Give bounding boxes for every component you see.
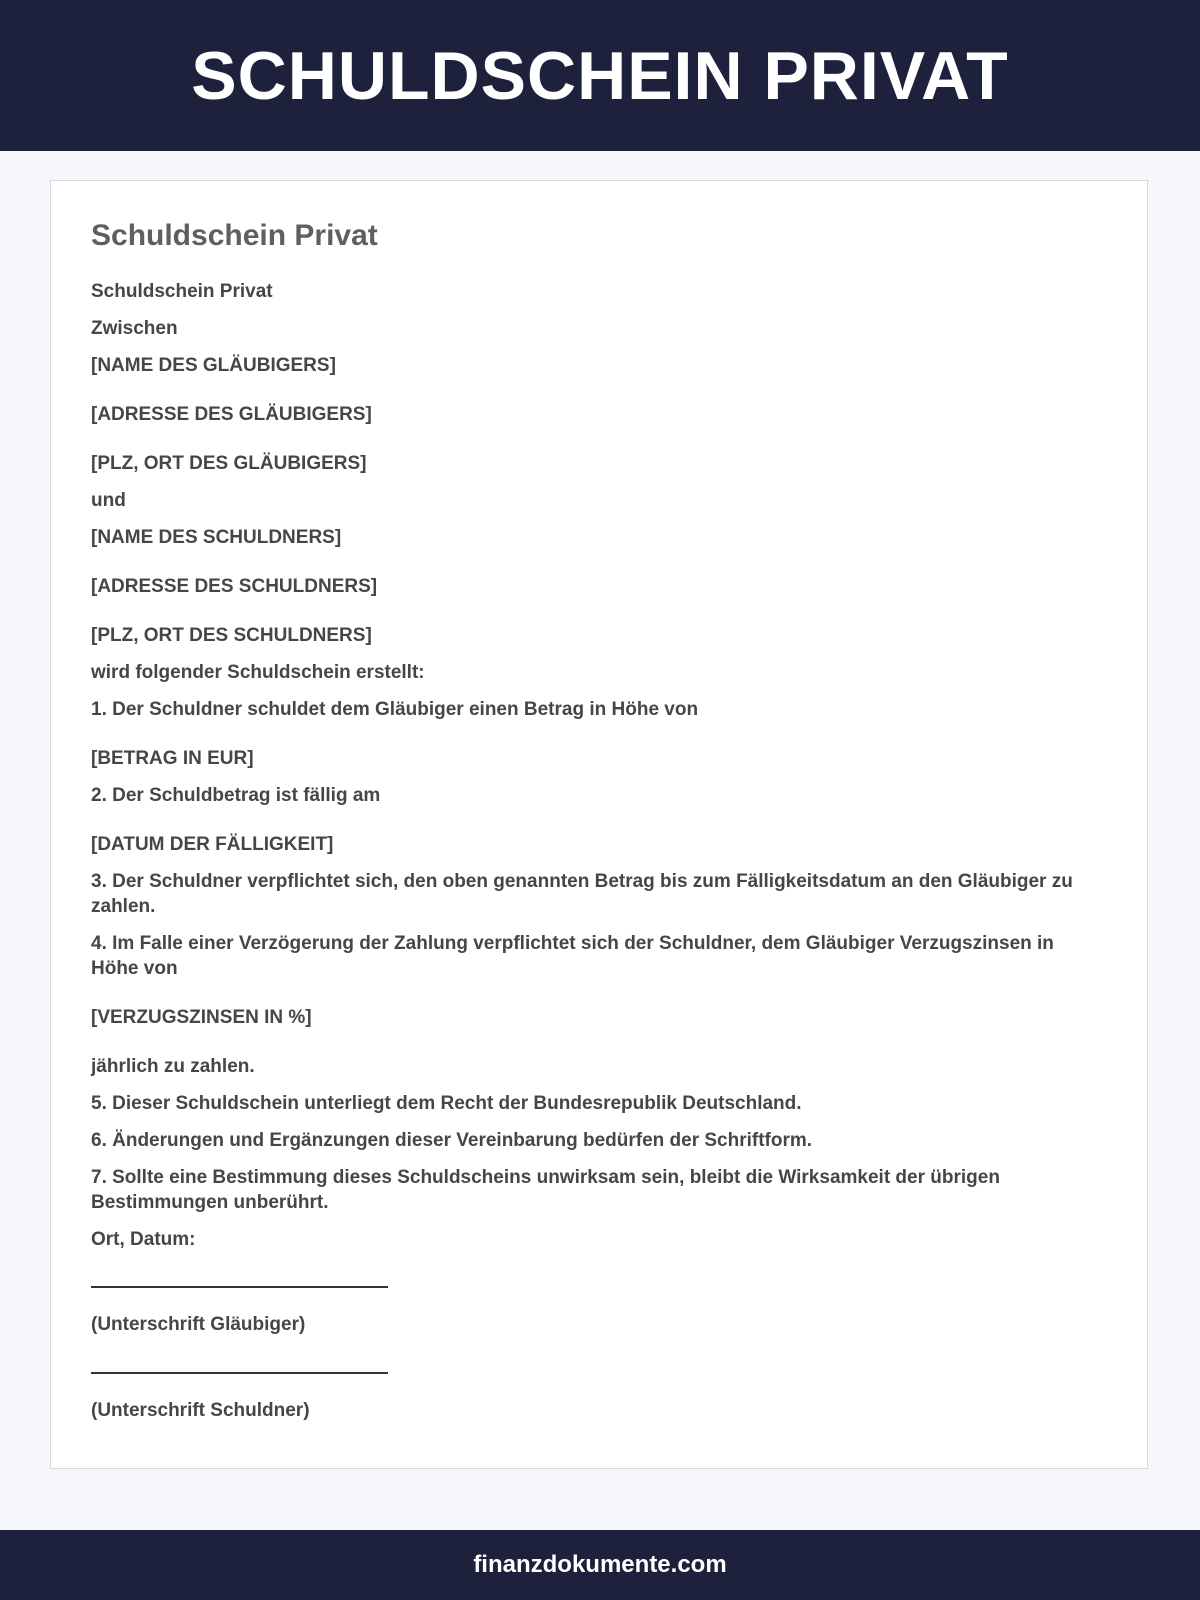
and-text: und bbox=[91, 490, 126, 511]
debtor-name-placeholder: [NAME DES SCHULDNERS] bbox=[91, 527, 342, 548]
clause-6: 6. Änderungen und Ergänzungen dieser Vereinbarung bedürfen der Schriftform. bbox=[91, 1130, 813, 1151]
clause-1: 1. Der Schuldner schuldet dem Gläubiger einen Betrag in Höhe von bbox=[91, 699, 699, 720]
page-title: SCHULDSCHEIN PRIVAT bbox=[191, 37, 1009, 114]
footer-site-link[interactable]: finanzdokumente.com bbox=[473, 1551, 727, 1578]
interest-suffix: jährlich zu zahlen. bbox=[91, 1056, 255, 1077]
creditor-name-placeholder: [NAME DES GLÄUBIGERS] bbox=[91, 355, 336, 376]
intro-text: wird folgender Schuldschein erstellt: bbox=[91, 662, 425, 683]
interest-placeholder: [VERZUGSZINSEN IN %] bbox=[91, 1007, 312, 1028]
amount-placeholder: [BETRAG IN EUR] bbox=[91, 748, 254, 769]
creditor-signature-label: (Unterschrift Gläubiger) bbox=[91, 1314, 306, 1335]
debtor-signature-line bbox=[91, 1372, 388, 1374]
document-heading: Schuldschein Privat bbox=[91, 219, 378, 252]
clause-7: 7. Sollte eine Bestimmung dieses Schuldscheins unwirksam sein, bleibt die Wirksamkeit der übrigen Bestimmungen unberührt. bbox=[91, 1167, 1000, 1213]
clause-5: 5. Dieser Schuldschein unterliegt dem Recht der Bundesrepublik Deutschland. bbox=[91, 1093, 802, 1114]
page-header bbox=[0, 0, 1200, 151]
between-text: Zwischen bbox=[91, 318, 178, 339]
debtor-city-placeholder: [PLZ, ORT DES SCHULDNERS] bbox=[91, 625, 372, 646]
creditor-address-placeholder: [ADRESSE DES GLÄUBIGERS] bbox=[91, 404, 372, 425]
page-footer bbox=[0, 1530, 1200, 1600]
clause-3: 3. Der Schuldner verpflichtet sich, den oben genannten Betrag bis zum Fälligkeitsdatum an den Gläubiger zu zahlen. bbox=[91, 871, 1073, 917]
creditor-city-placeholder: [PLZ, ORT DES GLÄUBIGERS] bbox=[91, 453, 367, 474]
document-card bbox=[50, 180, 1148, 1469]
clause-4: 4. Im Falle einer Verzögerung der Zahlung verpflichtet sich der Schuldner, dem Gläubiger Verzugszinsen in Höhe von bbox=[91, 933, 1054, 979]
place-date-label: Ort, Datum: bbox=[91, 1229, 196, 1250]
clause-2: 2. Der Schuldbetrag ist fällig am bbox=[91, 785, 381, 806]
creditor-signature-line bbox=[91, 1286, 388, 1288]
debtor-signature-label: (Unterschrift Schuldner) bbox=[91, 1400, 310, 1421]
due-date-placeholder: [DATUM DER FÄLLIGKEIT] bbox=[91, 834, 334, 855]
document-subheading: Schuldschein Privat bbox=[91, 281, 273, 302]
debtor-address-placeholder: [ADRESSE DES SCHULDNERS] bbox=[91, 576, 378, 597]
